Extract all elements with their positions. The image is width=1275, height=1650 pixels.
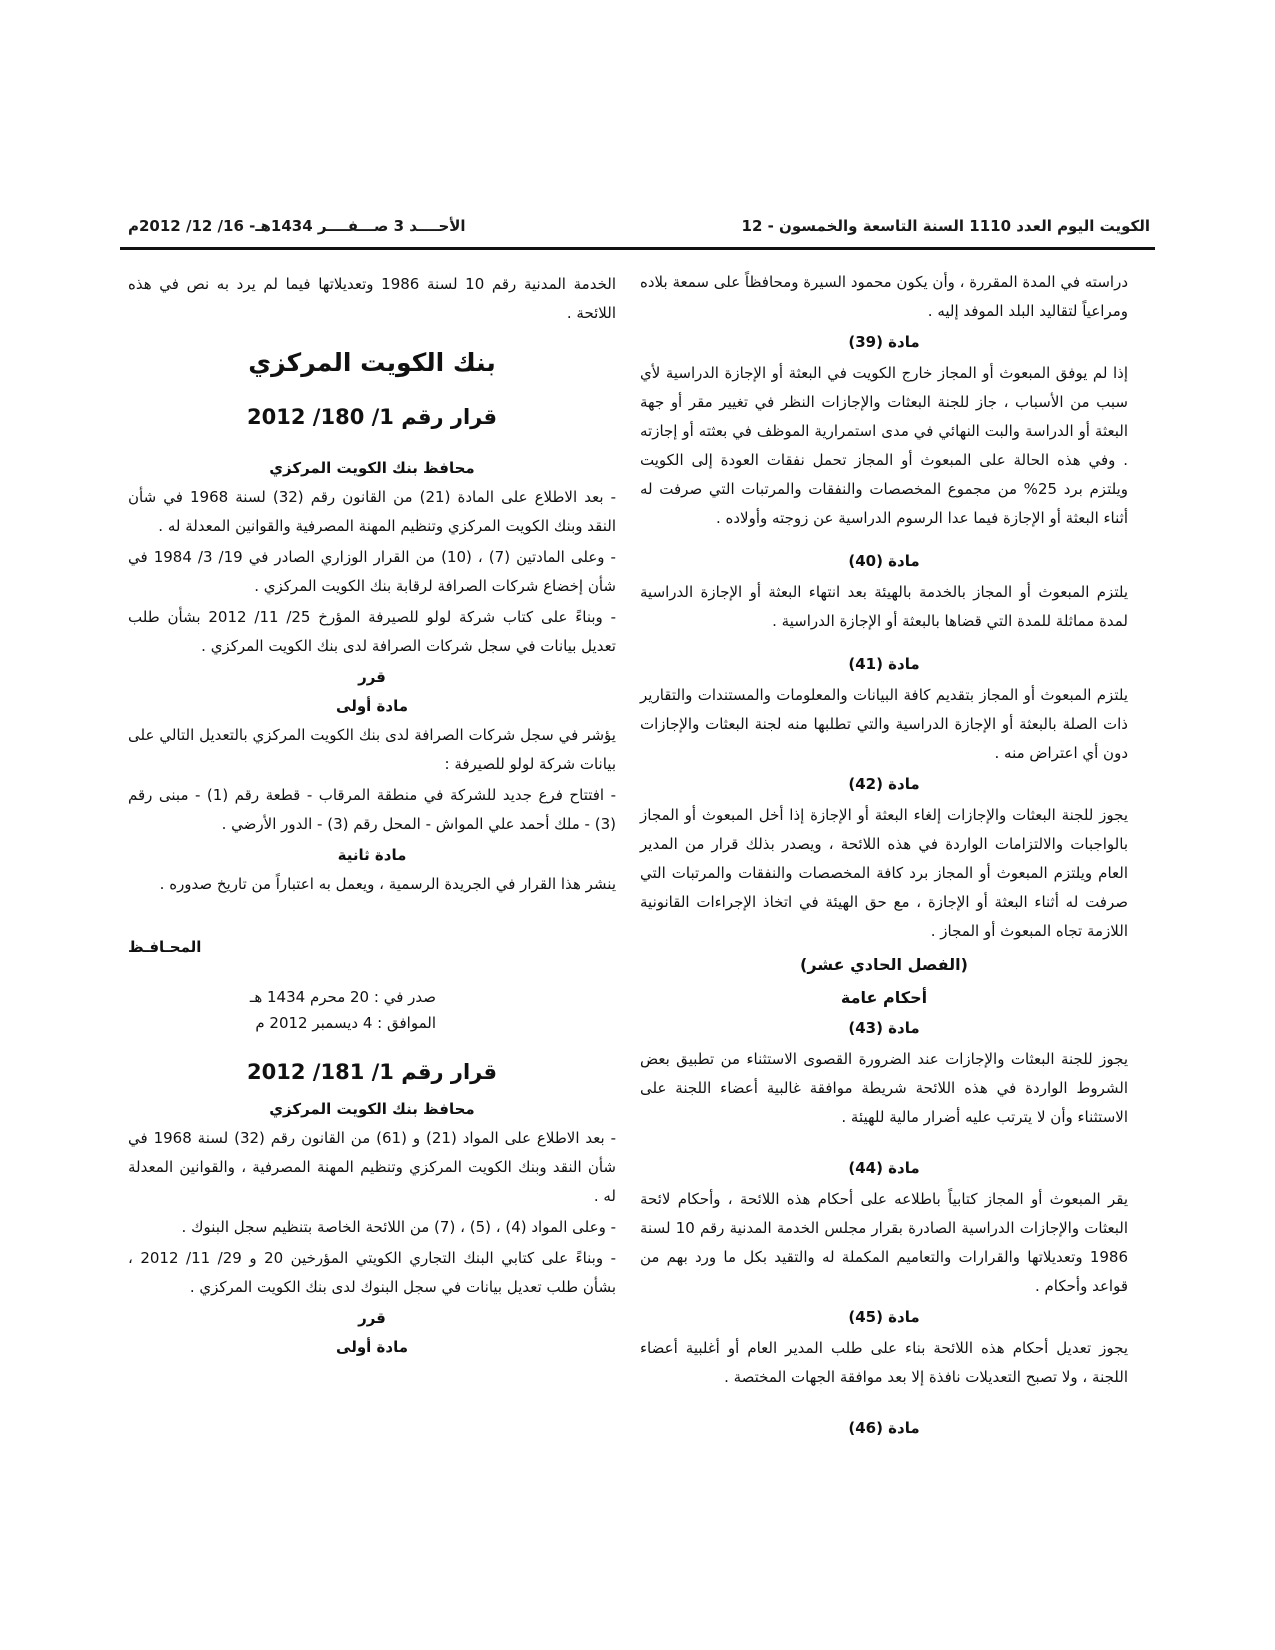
- preamble-item: - بعد الاطلاع على المواد (21) و (61) من القانون رقم (32) لسنة 1968 في شأن النقد وبنك الكويت المركزي وتنظيم المهنة المصرفية ، والقوانين المعدلة له .: [128, 1129, 616, 1205]
- article-heading: مادة أولى: [336, 1338, 408, 1356]
- article-text: يؤشر في سجل شركات الصرافة لدى بنك الكويت المركزي بالتعديل التالي على بيانات شركة لولو للصيرفة :: [128, 726, 616, 773]
- left-column: [128, 270, 616, 1362]
- article-heading: مادة (46): [848, 1419, 920, 1437]
- preamble-item: - بعد الاطلاع على المادة (21) من القانون رقم (32) لسنة 1968 في شأن النقد وبنك الكويت المركزي وتنظيم المهنة المصرفية والقوانين المعدلة له .: [128, 488, 616, 535]
- article-heading: مادة ثانية: [337, 846, 407, 864]
- article-text: يقر المبعوث أو المجاز كتابياً باطلاعه على أحكام هذه اللائحة ، وأحكام لائحة البعثات والإجازات الدراسية الصادرة بقرار مجلس الخدمة المدنية رقم 10 لسنة 1986 وتعديلاتها والقرارات والتعاميم المكملة له والتقيد بكل ما ورد بهم من قواعد وأحكام .: [640, 1190, 1129, 1295]
- chapter-heading: (الفصل الحادي عشر): [800, 955, 968, 974]
- header-issue-info: الكويت اليوم العدد 1110 السنة التاسعة والخمسون - 12: [741, 217, 1150, 235]
- decides-heading: قرر: [358, 668, 386, 686]
- article-heading: مادة أولى: [336, 697, 408, 715]
- signer: المحـافـظ: [128, 938, 202, 956]
- article-heading: مادة (39): [848, 333, 920, 351]
- issuer-heading: محافظ بنك الكويت المركزي: [269, 459, 475, 477]
- article-text: يجوز تعديل أحكام هذه اللائحة بناء على طلب المدير العام أو أغلبية أعضاء اللجنة ، ولا تصبح التعديلات نافذة إلا بعد موافقة الجهات المختصة .: [640, 1339, 1128, 1386]
- decision-title: قرار رقم 1/ 181/ 2012: [247, 1060, 497, 1084]
- article-text: إذا لم يوفق المبعوث أو المجاز خارج الكويت في البعثة أو الإجازة الدراسية لأي سبب من الأسباب ، جاز للجنة البعثات والإجازات النظر في تغيير مقر أو جهة البعثة أو الدراسة والبت النهائي في مدى استمرارية الموظف في بعثته أو إجازته . وفي هذه الحالة على المبعوث أو المجاز تحمل نفقات العودة إلى الكويت ويلتزم برد 25% من مجموع المخصصات والنفقات والمرتبات التي صرفت له أثناء البعثة أو الإجازة فيما عدا الرسوم الدراسية عن زوجته وأولاده .: [640, 364, 1128, 527]
- article-text: يلتزم المبعوث أو المجاز بتقديم كافة البيانات والمعلومات والمستندات والتقارير ذات الصلة بالبعثة أو الإجازة الدراسية والتي تطلبها منه لجنة البعثات والإجازات دون أي اعتراض منه .: [640, 686, 1128, 762]
- preamble-item: - وعلى المواد (4) ، (5) ، (7) من اللائحة الخاصة بتنظيم سجل البنوك .: [181, 1218, 616, 1236]
- corresponding-date: الموافق : 4 ديسمبر 2012 م: [255, 1014, 436, 1032]
- article-text: ينشر هذا القرار في الجريدة الرسمية ، ويعمل به اعتباراً من تاريخ صدوره .: [159, 875, 616, 893]
- article-text: يجوز للجنة البعثات والإجازات عند الضرورة القصوى الاستثناء من تطبيق بعض الشروط الواردة في هذه اللائحة شريطة موافقة غالبية أعضاء اللجنة على الاستثناء وأن لا يترتب عليه أضرار مالية للهيئة .: [640, 1050, 1128, 1126]
- issued-date: صدر في : 20 محرم 1434 هـ: [249, 988, 436, 1006]
- article-heading: مادة (44): [848, 1159, 920, 1177]
- article-item: - افتتاح فرع جديد للشركة في منطقة المرقاب - قطعة رقم (1) - مبنى رقم (3) - ملك أحمد علي المواش - المحل رقم (3) - الدور الأرضي .: [128, 786, 616, 833]
- preamble-item: - وبناءً على كتابي البنك التجاري الكويتي المؤرخين 20 و 29/ 11/ 2012 ، بشأن طلب تعديل بيانات في سجل البنوك لدى بنك الكويت المركزي .: [128, 1249, 617, 1296]
- article-text: يجوز للجنة البعثات والإجازات إلغاء البعثة أو الإجازة إذا أخل المبعوث أو المجاز بالواجبات والالتزامات الواردة في هذه اللائحة ، ويصدر بذلك قرار من المدير العام ويلتزم المبعوث أو المجاز برد كافة المخصصات والنفقات والمرتبات التي صرفت له أثناء البعثة أو الإجازة ، مع حق الهيئة في اتخاذ الإجراءات القانونية اللازمة تجاه المبعوث أو المجاز .: [640, 806, 1128, 940]
- continued-text: دراسته في المدة المقررة ، وأن يكون محمود السيرة ومحافظاً على سمعة بلاده ومراعياً لتقاليد البلد الموفد إليه .: [640, 273, 1128, 320]
- preamble-item: - وعلى المادتين (7) ، (10) من القرار الوزاري الصادر في 19/ 3/ 1984 في شأن إخضاع شركات الصرافة لرقابة بنك الكويت المركزي .: [128, 548, 616, 595]
- article-heading: مادة (41): [848, 655, 920, 673]
- article-heading: مادة (42): [848, 775, 920, 793]
- continued-text: الخدمة المدنية رقم 10 لسنة 1986 وتعديلاتها فيما لم يرد به نص في هذه اللائحة .: [128, 275, 616, 322]
- decision-title: قرار رقم 1/ 180/ 2012: [247, 405, 497, 429]
- right-column: [640, 268, 1128, 1445]
- article-text: يلتزم المبعوث أو المجاز بالخدمة بالهيئة بعد انتهاء البعثة أو الإجازة الدراسية لمدة مماثلة للمدة التي قضاها بالبعثة أو الإجازة الدراسية .: [640, 583, 1128, 630]
- article-heading: مادة (43): [848, 1019, 920, 1037]
- article-heading: مادة (40): [848, 552, 920, 570]
- issuer-heading: محافظ بنك الكويت المركزي: [269, 1100, 475, 1118]
- preamble-item: - وبناءً على كتاب شركة لولو للصيرفة المؤرخ 25/ 11/ 2012 بشأن طلب تعديل بيانات في سجل شركات الصرافة لدى بنك الكويت المركزي .: [128, 608, 616, 655]
- page-header: [128, 212, 1150, 240]
- section-title: بنك الكويت المركزي: [248, 348, 496, 377]
- article-heading: مادة (45): [848, 1308, 920, 1326]
- header-date: الأحــــد 3 صـــفــــر 1434هـ- 16/ 12/ 2012م: [128, 217, 466, 235]
- header-rule: [120, 247, 1155, 250]
- decides-heading: قرر: [358, 1309, 386, 1327]
- chapter-subheading: أحكام عامة: [840, 988, 928, 1007]
